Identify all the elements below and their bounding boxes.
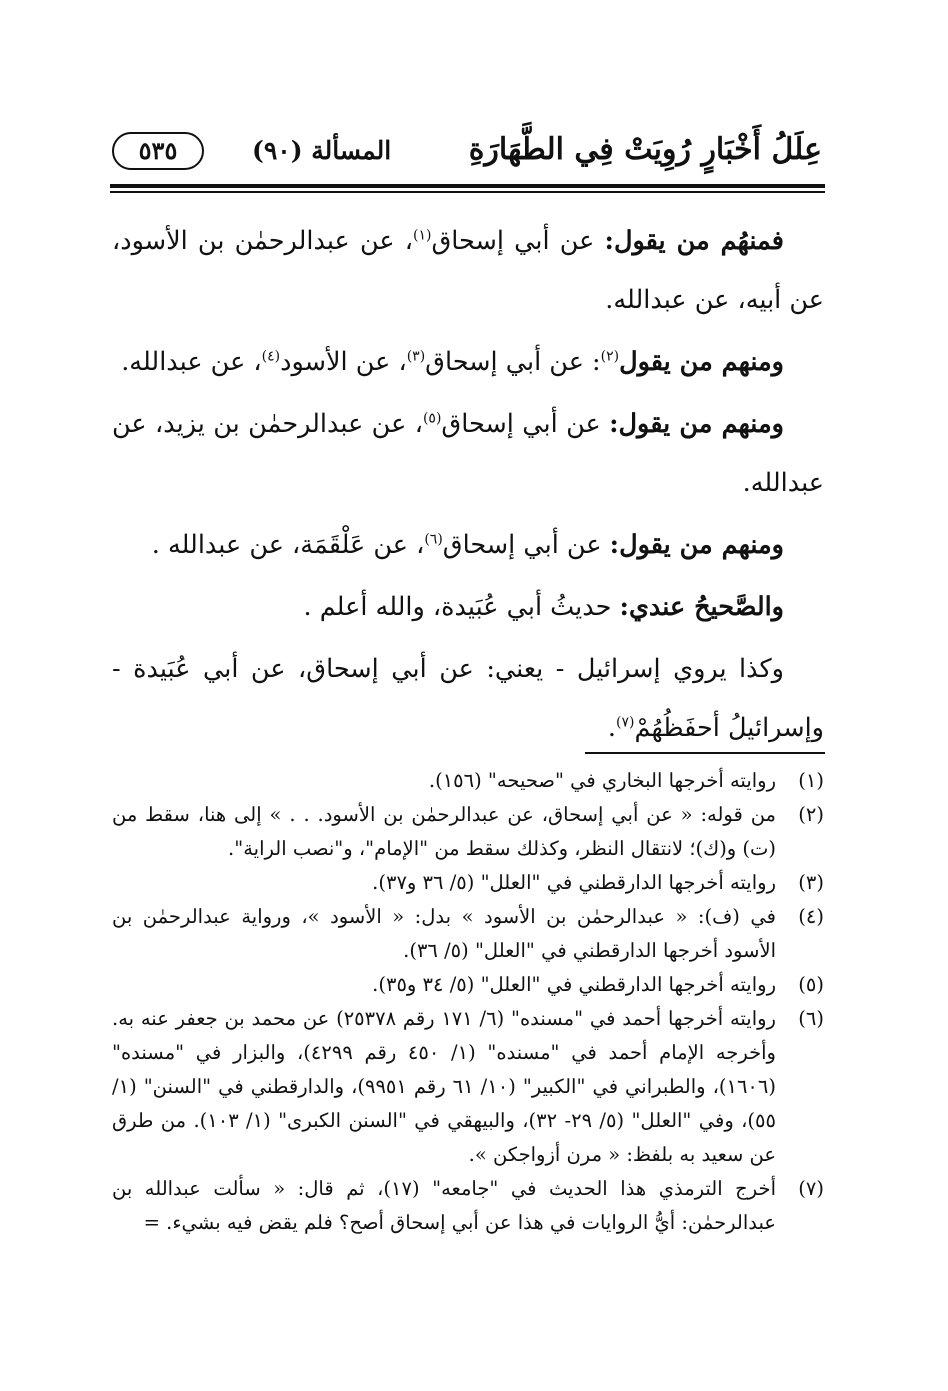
header-rule-thin	[110, 191, 825, 193]
footnote-text: أخرج الترمذي هذا الحديث في "جامعه" (١٧)، ثم قال: « سألت عبدالله بن عبدالرحمٰن: أيُّ الروايات في هذا عن أبي إسحاق أصح؟ فلم يقض فيه بشيء. =	[112, 1177, 776, 1234]
paragraph	[112, 395, 824, 513]
footnote	[112, 900, 824, 968]
paragraph	[112, 212, 824, 330]
footnote-text: روايته أخرجها الدارقطني في "العلل" (٥/ ٣٦ و٣٧).	[372, 871, 776, 894]
paragraph-text: وكذا يروي إسرائيل - يعني: عن أبي إسحاق، عن أبي عُبَيدة - وإسرائيلُ أحفَظُهُمْ	[112, 654, 824, 743]
paragraph-text: عن أبي إسحاق	[441, 409, 610, 439]
paragraph	[112, 333, 824, 392]
paragraph-lead: فمنهُم من يقول:	[604, 226, 784, 256]
paragraph	[112, 640, 824, 758]
footnote-number: (١)	[798, 769, 824, 792]
footnote-number: (٧)	[798, 1177, 824, 1200]
footnote-text: روايته أخرجها البخاري في "صحيحه" (١٥٦).	[428, 769, 776, 792]
paragraph-text: ، عن عبدالرحمٰن بن يزيد، عن عبدالله.	[112, 409, 824, 498]
footnote-text: من قوله: « عن أبي إسحاق، عن عبدالرحمٰن بن الأسود. . . » إلى هنا، سقط من (ت) و(ك)؛ لانتقال النظر، وكذلك سقط من "الإمام"، و"نصب الراية".	[112, 803, 776, 860]
page-number: ٥٣٥	[112, 132, 204, 170]
paragraph-text: ، عن الأسود	[280, 347, 407, 377]
footnote	[112, 798, 824, 866]
footnote-number: (٤)	[798, 905, 824, 928]
footnotes	[112, 764, 824, 1240]
paragraph-lead: والصَّحيحُ عندي:	[619, 592, 784, 622]
paragraph-text: حديثُ أبي عُبَيدة، والله أعلم .	[303, 592, 620, 622]
footnote-ref: (٤)	[261, 348, 281, 365]
footnote-ref: (٦)	[424, 531, 443, 548]
footnote	[112, 866, 824, 900]
footnote	[112, 1002, 824, 1172]
footnote-text: في (ف): « عبدالرحمٰن بن الأسود » بدل: « الأسود »، ورواية عبدالرحمٰن بن الأسود أخرجها الدارقطني في "العلل" (٥/ ٣٦).	[112, 905, 776, 962]
paragraph-lead: ومنهم من يقول:	[609, 409, 784, 439]
paragraph-text: .	[607, 713, 616, 743]
paragraph-lead: ومنهم من يقول	[619, 347, 784, 377]
footnote	[112, 968, 824, 1002]
paragraph-text: عن أبي إسحاق	[431, 226, 605, 256]
page-header	[112, 130, 822, 174]
paragraph-lead: ومنهم من يقول:	[609, 530, 784, 560]
paragraph-text: ، عن عبدالله.	[121, 347, 262, 377]
footnote-number: (٥)	[798, 973, 824, 996]
issue-number: المسألة (٩٠)	[252, 136, 392, 165]
footnote-text: روايته أخرجها الدارقطني في "العلل" (٥/ ٣٤ و٣٥).	[372, 973, 776, 996]
footnote	[112, 764, 824, 798]
footnote-ref: (٧)	[616, 714, 635, 731]
header-rule-thick	[110, 184, 825, 188]
footnote-number: (٣)	[798, 871, 824, 894]
paragraph-text: عن أبي إسحاق	[442, 530, 610, 560]
footnote-ref: (٣)	[406, 348, 426, 365]
footnote-number: (٢)	[798, 803, 824, 826]
main-text	[112, 212, 824, 761]
footnote-ref: (٥)	[422, 410, 442, 427]
footnote	[112, 1172, 824, 1240]
paragraph-text: : عن أبي إسحاق	[425, 347, 601, 377]
paragraph	[112, 516, 824, 575]
paragraph	[112, 578, 824, 637]
footnote-number: (٦)	[798, 1007, 824, 1030]
footnote-separator	[585, 752, 825, 754]
paragraph-text: ، عن عَلْقَمَة، عن عبدالله .	[151, 530, 425, 560]
book-title: عِلَلُ أَخْبَارٍ رُوِيَتْ فِي الطَّهَارَةِ	[468, 132, 822, 167]
footnote-ref: (٢)	[600, 348, 620, 365]
footnote-text: روايته أخرجها أحمد في "مسنده" (٦/ ١٧١ رقم ٢٥٣٧٨) عن محمد بن جعفر عنه به. وأخرجه الإمام أحمد في "مسنده" (١/ ٤٥٠ رقم ٤٢٩٩)، والبزار في "مسنده" (١٦٠٦)، والطبراني في "الكبير" (١٠/ ٦١ رقم ٩٩٥١)، والدارقطني في "السنن" (١/ ٥٥)، وفي "العلل" (٥/ ٢٩- ٣٢)، والبيهقي في "السنن الكبرى" (١/ ١٠٣). من طرق عن سعيد به بلفظ: « مرن أزواجكن ».	[112, 1007, 776, 1166]
footnote-ref: (١)	[412, 227, 432, 244]
paragraph-text: ، عن عبدالرحمٰن بن الأسود، عن أبيه، عن عبدالله.	[112, 226, 824, 315]
